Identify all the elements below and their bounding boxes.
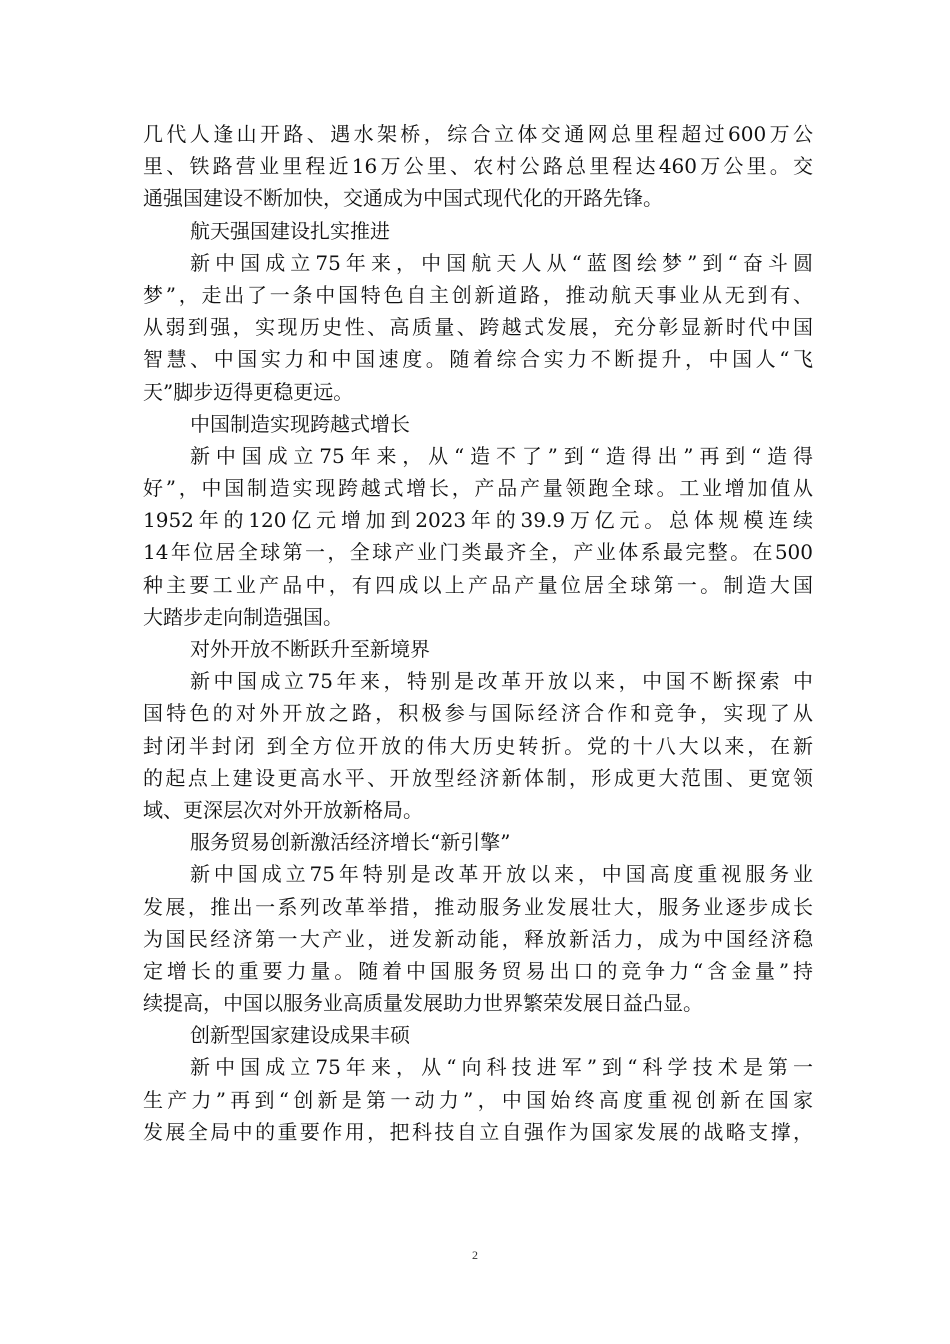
section-heading: 航天强国建设扎实推进 bbox=[190, 218, 390, 243]
text-line: 通强国建设不断加快，交通成为中国式现代化的开路先锋。 bbox=[143, 186, 663, 211]
text-line: 域、更深层次对外开放新格局。 bbox=[143, 797, 423, 822]
text-line: 续提高，中国以服务业高质量发展助力世界繁荣发展日益凸显。 bbox=[143, 991, 703, 1016]
text-line: 几代人逢山开路、遇水架桥，综合立体交通网总里程超过600万公 bbox=[143, 122, 813, 146]
text-line: 从弱到强，实现历史性、高质量、跨越式发展，充分彰显新时代中国 bbox=[143, 315, 813, 340]
text-line: 为国民经济第一大产业，迸发新动能，释放新活力，成为中国经济稳 bbox=[143, 926, 813, 951]
text-line: 种主要工业产品中，有四成以上产品产量位居全球第一。制造大国 bbox=[143, 572, 813, 597]
text-line: 定增长的重要力量。随着中国服务贸易出口的竞争力“含金量”持 bbox=[143, 958, 813, 983]
text-line: 发展，推出一系列改革举措，推动服务业发展壮大，服务业逐步成长 bbox=[143, 894, 813, 919]
text-line: 智慧、中国实力和中国速度。随着综合实力不断提升，中国人“飞 bbox=[143, 347, 813, 372]
text-line: 里、铁路营业里程近16万公里、农村公路总里程达460万公里。交 bbox=[143, 154, 813, 179]
section-heading: 创新型国家建设成果丰硕 bbox=[190, 1023, 410, 1048]
text-line: 封闭半封闭 到全方位开放的伟大历史转折。党的十八大以来，在新 bbox=[143, 733, 813, 758]
page-number: 2 bbox=[472, 1248, 478, 1262]
text-line: 新中国成立75年来，中国航天人从“蓝图绘梦”到“奋斗圆 bbox=[190, 250, 813, 275]
text-line: 1952年的120亿元增加到2023年的39.9万亿元。总体规模连续 bbox=[143, 508, 813, 533]
text-line: 天”脚步迈得更稳更远。 bbox=[143, 379, 354, 404]
section-heading: 对外开放不断跃升至新境界 bbox=[190, 637, 430, 661]
section-heading: 中国制造实现跨越式增长 bbox=[190, 411, 410, 436]
text-line: 新中国成立75年特别是改革开放以来，中国高度重视服务业 bbox=[190, 862, 813, 887]
text-line: 生产力”再到“创新是第一动力”，中国始终高度重视创新在国家 bbox=[143, 1087, 813, 1112]
text-line: 国特色的对外开放之路，积极参与国际经济合作和竞争，实现了从 bbox=[143, 701, 813, 726]
text-line: 新中国成立75年来，从“造不了”到“造得出”再到“造得 bbox=[190, 443, 813, 468]
text-line: 14年位居全球第一，全球产业门类最齐全，产业体系最完整。在500 bbox=[143, 540, 813, 565]
text-line: 梦”，走出了一条中国特色自主创新道路，推动航天事业从无到有、 bbox=[143, 282, 813, 307]
text-line: 发展全局中的重要作用，把科技自立自强作为国家发展的战略支撑， bbox=[143, 1119, 813, 1144]
text-line: 大踏步走向制造强国。 bbox=[143, 604, 343, 629]
text-line: 好”，中国制造实现跨越式增长，产品产量领跑全球。工业增加值从 bbox=[143, 476, 813, 501]
text-line: 的起点上建设更高水平、开放型经济新体制，形成更大范围、更宽领 bbox=[143, 765, 813, 790]
text-line: 新中国成立75年来，特别是改革开放以来，中国不断探索 中 bbox=[190, 669, 813, 694]
section-heading: 服务贸易创新激活经济增长“新引擎” bbox=[190, 830, 511, 855]
text-line: 新中国成立75年来，从“向科技进军”到“科学技术是第一 bbox=[190, 1055, 813, 1080]
body-text bbox=[143, 118, 813, 1148]
